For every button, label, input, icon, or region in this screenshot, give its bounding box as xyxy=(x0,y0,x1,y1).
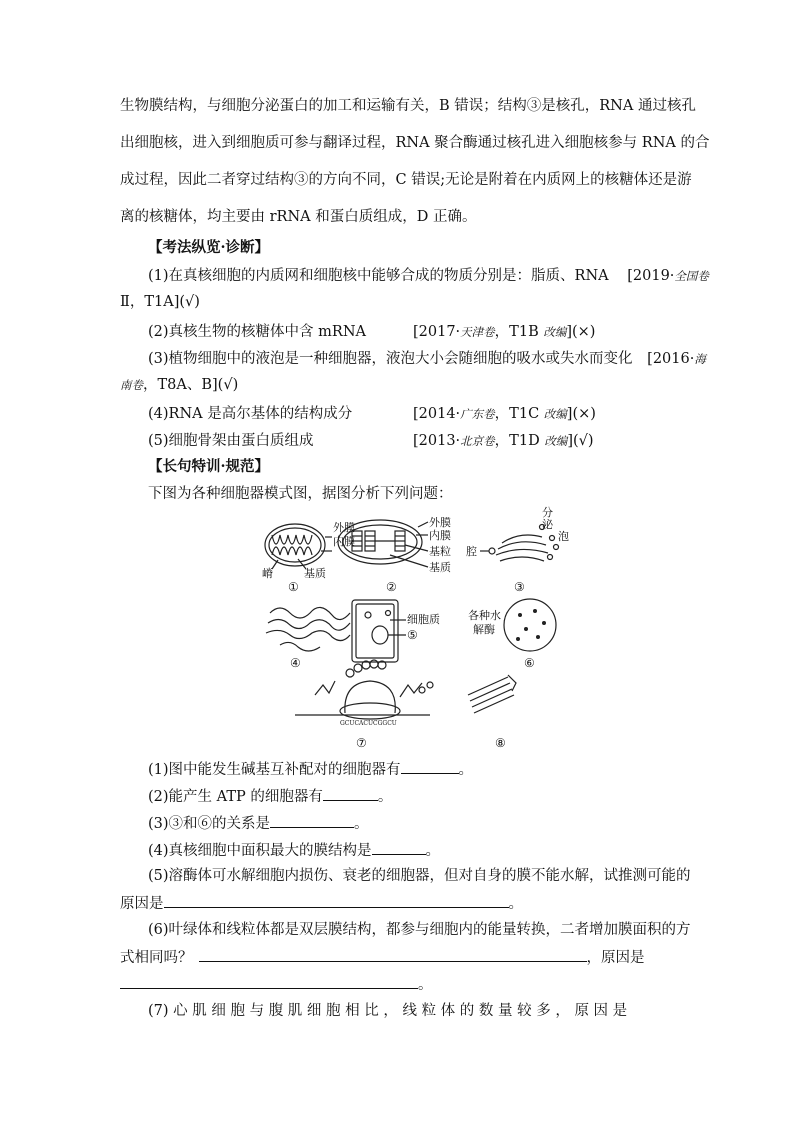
question-text: 式相同吗？ xyxy=(120,950,193,966)
period: 。 xyxy=(458,762,474,778)
section-heading-long-sentence: 【长句特训·规范】 xyxy=(148,458,270,475)
question-6-line-2 xyxy=(120,947,645,968)
label-matrix-2: 基质 xyxy=(429,561,451,574)
diagnosis-item-5-source xyxy=(413,431,594,451)
item-source-year: [2019· xyxy=(627,268,675,284)
question-5-line-2 xyxy=(120,893,523,914)
answer-blank-1[interactable] xyxy=(401,759,459,774)
item-source-exam: 广东卷 xyxy=(460,407,495,421)
item-source-q: ，T1C xyxy=(494,406,544,422)
diagnosis-item-4-source xyxy=(413,404,596,424)
item-source-q: ，T8A、B](√) xyxy=(143,377,239,393)
section-heading-diagnosis: 【考法纵览·诊断】 xyxy=(148,239,270,256)
item-source-adapt: 改编 xyxy=(543,407,567,421)
label-outer-membrane-2: 外膜 xyxy=(429,516,451,529)
period: 。 xyxy=(508,896,523,912)
question-text: (3)③和⑥的关系是 xyxy=(148,816,271,832)
question-6-line-1: (6)叶绿体和线粒体都是双层膜结构，都参与细胞内的能量转换，二者增加膜面积的方 xyxy=(148,922,691,938)
question-text: (4)真核细胞中面积最大的膜结构是 xyxy=(148,843,372,859)
question-7: (7) 心 肌 细 胞 与 腹 肌 细 胞 相 比 ， 线 粒 体 的 数 量 较 多 ， 原 因 是 xyxy=(148,1003,628,1019)
period: 。 xyxy=(418,977,433,993)
explanation-line-3: 成过程，因此二者穿过结构③的方向不同，C 错误;无论是附着在内质网上的核糖体还是游 xyxy=(120,172,692,188)
diagnosis-item-5 xyxy=(148,431,314,451)
item-source-q: ，T1B xyxy=(494,324,544,340)
label-secretory-2: 泌 xyxy=(542,518,553,531)
item-source-year: [2014· xyxy=(413,406,461,422)
label-inner-membrane-2: 内膜 xyxy=(429,529,451,542)
period: 。 xyxy=(377,789,393,805)
question-1 xyxy=(148,759,473,780)
label-cristae: 嵴 xyxy=(262,567,273,580)
question-6-line-3 xyxy=(120,974,433,995)
item-text: (1)在真核细胞的内质网和细胞核中能够合成的物质分别是：脂质、RNA xyxy=(148,268,609,284)
item-source-year: [2017· xyxy=(413,324,461,340)
item-source-exam: 北京卷 xyxy=(460,434,495,448)
centriole-diagram xyxy=(468,675,516,713)
question-5-line-1: (5)溶酶体可水解细胞内损伤、衰老的细胞器，但对自身的膜不能水解，试推测可能的 xyxy=(148,868,691,884)
question-2 xyxy=(148,786,392,807)
label-num-4: ④ xyxy=(290,656,301,670)
label-num-7: ⑦ xyxy=(356,736,367,750)
item-source-year: [2013· xyxy=(413,433,461,449)
label-granum: 基粒 xyxy=(429,545,451,558)
diagnosis-item-2-source xyxy=(413,322,595,342)
item-source-q: ，T1D xyxy=(494,433,545,449)
item-source-exam: 全国卷 xyxy=(674,269,709,283)
item-mark: ](×) xyxy=(566,324,596,340)
diagnosis-item-1-cont: Ⅱ，T1A](√) xyxy=(120,294,200,310)
label-inner-membrane-1: 内膜 xyxy=(333,535,355,548)
organelle-figure xyxy=(240,505,570,755)
diagnosis-item-3-cont xyxy=(120,375,238,395)
question-text-b: ，原因是 xyxy=(586,950,645,966)
item-mark: ](√) xyxy=(567,433,594,449)
label-num-2: ② xyxy=(386,580,397,594)
label-matrix-1: 基质 xyxy=(304,567,326,580)
item-mark: ](×) xyxy=(566,406,596,422)
question-4 xyxy=(148,840,440,861)
answer-blank-4[interactable] xyxy=(372,840,426,855)
diagnosis-item-2 xyxy=(148,322,366,342)
label-num-5: ⑤ xyxy=(407,628,418,642)
label-secretory-1: 分 xyxy=(542,506,553,519)
er-diagram xyxy=(266,607,350,651)
question-text: 原因是 xyxy=(120,896,164,912)
diagnosis-item-4 xyxy=(148,404,352,424)
answer-blank-3[interactable] xyxy=(270,813,354,828)
item-source-exam: 天津卷 xyxy=(460,325,495,339)
ribosome-diagram xyxy=(295,660,433,719)
item-source-adapt: 改编 xyxy=(543,325,567,339)
item-text: (2)真核生物的核糖体中含 mRNA xyxy=(148,324,366,340)
question-text: (1)图中能发生碱基互补配对的细胞器有 xyxy=(148,762,401,778)
answer-blank-6a[interactable] xyxy=(199,947,587,962)
item-text: (4)RNA 是高尔基体的结构成分 xyxy=(148,406,353,422)
label-secretory-3: 泡 xyxy=(558,530,569,543)
plant-cell-diagram xyxy=(352,600,406,662)
item-source-exam-cont: 南卷 xyxy=(120,378,143,392)
item-text: (5)细胞骨架由蛋白质组成 xyxy=(148,433,314,449)
label-num-8: ⑧ xyxy=(495,736,506,750)
item-source-exam: 海 xyxy=(694,352,706,366)
lysosome-diagram xyxy=(504,599,556,651)
explanation-line-4: 离的核糖体，均主要由 rRNA 和蛋白质组成，D 正确。 xyxy=(120,209,477,225)
item-text: (3)植物细胞中的液泡是一种细胞器，液泡大小会随细胞的吸水或失水而变化 xyxy=(148,351,633,367)
item-source-adapt: 改编 xyxy=(544,434,568,448)
diagnosis-item-1 xyxy=(148,266,709,286)
answer-blank-5[interactable] xyxy=(164,893,509,908)
figure-intro: 下图为各种细胞器模式图，据图分析下列问题： xyxy=(148,486,453,502)
label-hydrolase-1: 各种水 xyxy=(468,609,501,622)
answer-blank-6b[interactable] xyxy=(120,974,418,989)
label-cavity: 腔 xyxy=(466,545,477,558)
explanation-line-1: 生物膜结构，与细胞分泌蛋白的加工和运输有关，B 错误；结构③是核孔，RNA 通过核孔 xyxy=(120,98,696,114)
period: 。 xyxy=(425,843,441,859)
label-mrna-seq: GCUCACUCGGCU xyxy=(340,720,397,727)
label-num-3: ③ xyxy=(514,580,525,594)
explanation-line-2: 出细胞核，进入到细胞质可参与翻译过程，RNA 聚合酶通过核孔进入细胞核参与 RNA 的合 xyxy=(120,135,710,151)
question-3 xyxy=(148,813,369,834)
label-cytoplasm: 细胞质 xyxy=(407,613,440,626)
label-hydrolase-2: 解酶 xyxy=(473,623,495,636)
label-num-6: ⑥ xyxy=(524,656,535,670)
period: 。 xyxy=(354,816,369,832)
mitochondrion-diagram xyxy=(265,524,332,569)
label-outer-membrane-1: 外膜 xyxy=(333,521,355,534)
question-text: (2)能产生 ATP 的细胞器有 xyxy=(148,789,323,805)
answer-blank-2[interactable] xyxy=(323,786,378,801)
label-num-1: ① xyxy=(288,580,299,594)
diagnosis-item-3 xyxy=(148,349,706,369)
item-source-year: [2016· xyxy=(647,351,695,367)
enzyme-dots xyxy=(516,609,546,641)
